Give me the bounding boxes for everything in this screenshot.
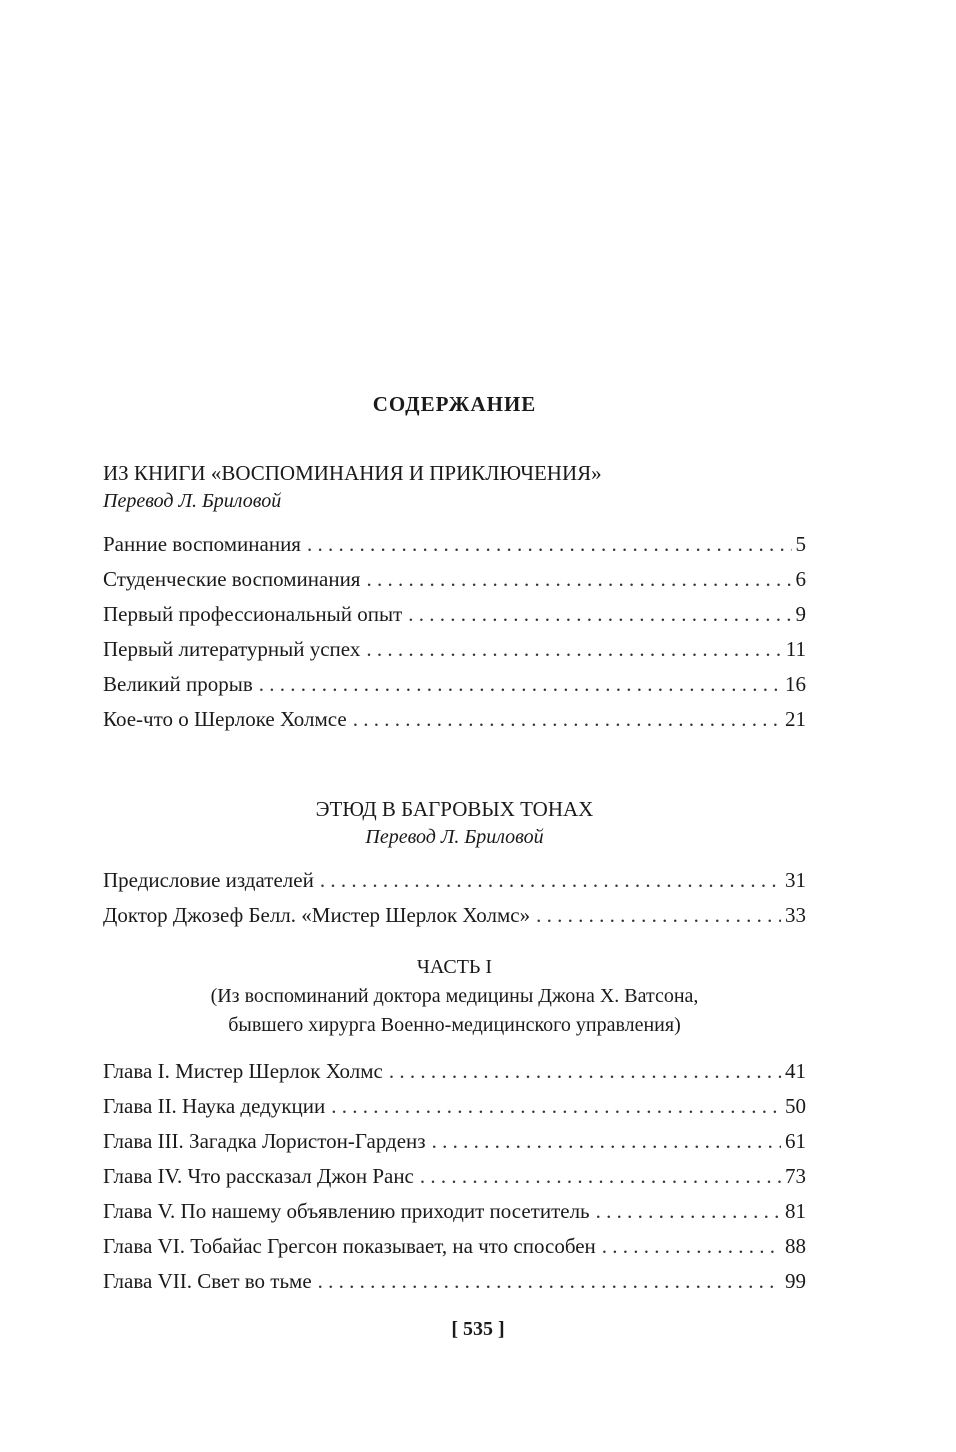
toc-entry-title: Студенческие воспоминания	[103, 567, 361, 591]
toc-entry	[103, 1194, 806, 1229]
toc-entry-title: Глава VII. Свет во тьме	[103, 1269, 312, 1293]
leader-dots	[596, 1194, 781, 1229]
leader-dots	[389, 1054, 781, 1089]
leader-dots	[259, 667, 781, 702]
toc-entry-page: 31	[785, 868, 806, 892]
toc-entry	[103, 632, 806, 667]
toc-entry	[103, 1089, 806, 1124]
toc-entry	[103, 562, 806, 597]
toc-entry-title: Великий прорыв	[103, 672, 253, 696]
toc-entry-title: Глава IV. Что рассказал Джон Ранс	[103, 1164, 414, 1188]
toc-entry-title: Первый литературный успех	[103, 637, 361, 661]
section1-translator: Перевод Л. Бриловой	[103, 490, 282, 512]
toc-entry-title: Глава I. Мистер Шерлок Холмс	[103, 1059, 383, 1083]
part-heading-block	[103, 953, 806, 1040]
toc-entry-title: Глава VI. Тобайас Грегсон показывает, на что способен	[103, 1234, 596, 1258]
toc-entry-title: Предисловие издателей	[103, 868, 314, 892]
toc-entry-page: 50	[785, 1094, 806, 1118]
leader-dots	[602, 1229, 781, 1264]
toc-entry-page: 6	[795, 567, 806, 591]
toc-entry-page: 41	[785, 1059, 806, 1083]
toc-entry-page: 61	[785, 1129, 806, 1153]
toc-entry-title: Глава V. По нашему объявлению приходит посетитель	[103, 1199, 590, 1223]
page-number: [ 535 ]	[451, 1318, 505, 1340]
leader-dots	[432, 1124, 781, 1159]
leader-dots	[320, 863, 781, 898]
toc-entry-page: 11	[785, 637, 806, 661]
toc-entry-title: Доктор Джозеф Белл. «Мистер Шерлок Холмс»	[103, 903, 531, 927]
toc-entry	[103, 1264, 806, 1299]
toc-entry-page: 21	[785, 707, 806, 731]
toc-entry	[103, 597, 806, 632]
toc-entry-page: 9	[795, 602, 806, 626]
toc-entry-page: 73	[785, 1164, 806, 1188]
part-subtitle-line1: (Из воспоминаний доктора медицины Джона Х. Ватсона,	[210, 985, 699, 1007]
toc-entry-page: 33	[785, 903, 806, 927]
leader-dots	[331, 1089, 781, 1124]
section2-entries	[103, 863, 806, 933]
toc-entry-title: Глава III. Загадка Лористон-Гарденз	[103, 1129, 426, 1153]
toc-entry-page: 5	[795, 532, 806, 556]
chapter-entries	[103, 1054, 806, 1299]
section2-translator: Перевод Л. Бриловой	[365, 826, 544, 848]
leader-dots	[536, 898, 781, 933]
leader-dots	[408, 597, 791, 632]
part-subtitle-line2: бывшего хирурга Военно-медицинского управления)	[228, 1014, 681, 1036]
part-heading: ЧАСТЬ I	[416, 956, 493, 978]
spacer	[103, 737, 806, 795]
toc-entry	[103, 1229, 806, 1264]
page-title: СОДЕРЖАНИЕ	[372, 392, 537, 416]
section1-heading: ИЗ КНИГИ «ВОСПОМИНАНИЯ И ПРИКЛЮЧЕНИЯ»	[103, 461, 602, 485]
toc-entry-page: 16	[785, 672, 806, 696]
toc-entry	[103, 1159, 806, 1194]
toc-entry	[103, 1124, 806, 1159]
toc-entry-title: Первый профессиональный опыт	[103, 602, 403, 626]
leader-dots	[366, 562, 791, 597]
toc-entry-page: 81	[785, 1199, 806, 1223]
toc-entry-title: Ранние воспоминания	[103, 532, 301, 556]
table-of-contents	[103, 392, 806, 1299]
toc-entry	[103, 527, 806, 562]
toc-entry	[103, 863, 806, 898]
toc-entry-page: 99	[785, 1269, 806, 1293]
toc-entry-page: 88	[785, 1234, 806, 1258]
toc-entry	[103, 1054, 806, 1089]
leader-dots	[318, 1264, 781, 1299]
toc-entry	[103, 898, 806, 933]
toc-entry	[103, 702, 806, 737]
toc-entry-title: Кое-что о Шерлоке Холмсе	[103, 707, 347, 731]
section2-heading: ЭТЮД В БАГРОВЫХ ТОНАХ	[315, 797, 594, 821]
toc-entry-title: Глава II. Наука дедукции	[103, 1094, 326, 1118]
leader-dots	[366, 632, 781, 667]
section1-entries	[103, 527, 806, 737]
leader-dots	[307, 527, 792, 562]
leader-dots	[420, 1159, 781, 1194]
toc-entry	[103, 667, 806, 702]
leader-dots	[353, 702, 781, 737]
